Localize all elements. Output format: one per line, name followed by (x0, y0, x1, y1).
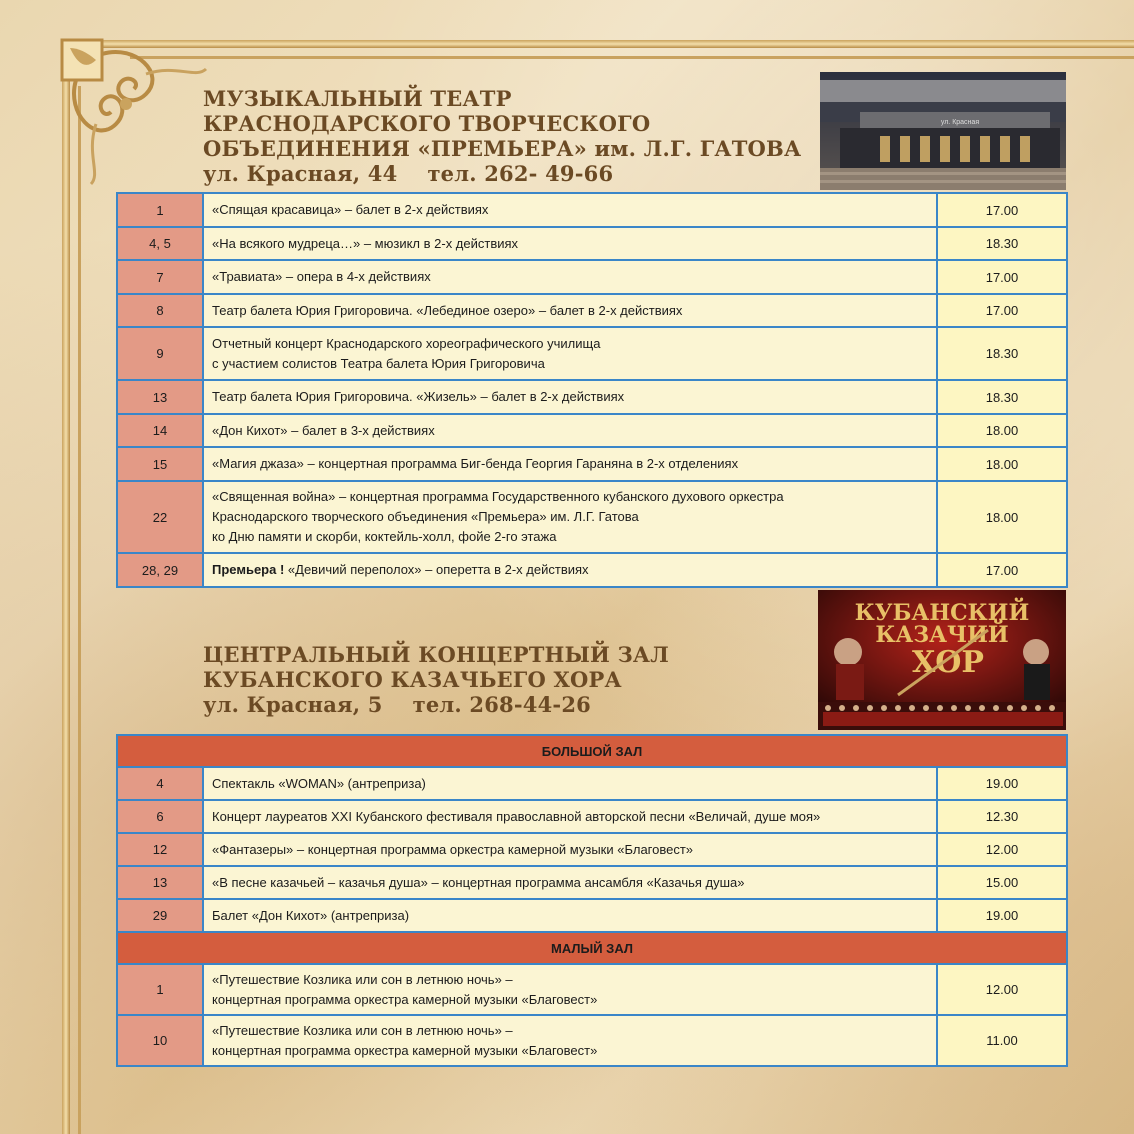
day-cell: 12 (117, 833, 203, 866)
hall-schedule-table (116, 734, 1068, 1067)
table-row (117, 866, 1067, 899)
day-cell: 15 (117, 447, 203, 481)
event-line: Отчетный концерт Краснодарского хореографического училища (212, 335, 601, 351)
choir-poster (818, 590, 1066, 730)
day-cell: 1 (117, 193, 203, 227)
event-cell (203, 481, 937, 553)
time-cell: 12.00 (937, 964, 1067, 1015)
event-cell: Спектакль «WOMAN» (антреприза) (203, 767, 937, 800)
theatre-title-line: КРАСНОДАРСКОГО ТВОРЧЕСКОГО (203, 111, 651, 136)
table-row (117, 227, 1067, 260)
table-row (117, 964, 1067, 1015)
event-cell: «В песне казачьей – казачья душа» – концертная программа ансамбля «Казачья душа» (203, 866, 937, 899)
time-cell: 17.00 (937, 294, 1067, 327)
theatre-building-icon (820, 72, 1066, 190)
event-cell: «Фантазеры» – концертная программа оркестра камерной музыки «Благовест» (203, 833, 937, 866)
day-cell: 7 (117, 260, 203, 294)
premiere-label: Премьера ! (212, 562, 285, 577)
poster-title-line: КУБАНСКИЙ (854, 600, 1030, 626)
event-line: концертная программа оркестра камерной музыки «Благовест» (212, 1042, 598, 1058)
day-cell: 4 (117, 767, 203, 800)
time-cell: 12.30 (937, 800, 1067, 833)
table-row (117, 380, 1067, 414)
day-cell: 10 (117, 1015, 203, 1066)
event-cell: Театр балета Юрия Григоровича. «Жизель» – балет в 2-х действиях (203, 380, 937, 414)
day-cell: 22 (117, 481, 203, 553)
frame-border-left (62, 40, 70, 1134)
event-line: с участием солистов Театра балета Юрия Григоровича (212, 355, 545, 371)
frame-border-left-inner (78, 86, 81, 1134)
big-hall-label: БОЛЬШОЙ ЗАЛ (117, 735, 1067, 767)
conductor-figure-icon (1023, 639, 1049, 665)
event-cell: «Дон Кихот» – балет в 3-х действиях (203, 414, 937, 447)
event-cell: Балет «Дон Кихот» (антреприза) (203, 899, 937, 932)
theatre-phone: тел. 262- 49-66 (427, 161, 614, 186)
event-line: концертная программа оркестра камерной музыки «Благовест» (212, 991, 598, 1007)
time-cell: 12.00 (937, 833, 1067, 866)
hall-header-row (117, 932, 1067, 964)
table-row (117, 553, 1067, 587)
time-cell: 18.00 (937, 447, 1067, 481)
event-cell (203, 327, 937, 380)
table-row (117, 327, 1067, 380)
frame-border-top-inner (130, 56, 1134, 59)
event-cell: «Спящая красавица» – балет в 2-х действиях (203, 193, 937, 227)
choir-poster-image (818, 590, 1066, 730)
table-row (117, 294, 1067, 327)
theatre-title-line: ОБЪЕДИНЕНИЯ «ПРЕМЬЕРА» им. Л.Г. ГАТОВА (203, 136, 802, 161)
event-text: «Девичий переполох» – оперетта в 2-х действиях (284, 562, 589, 577)
hall-header-row (117, 735, 1067, 767)
time-cell: 17.00 (937, 553, 1067, 587)
day-cell: 13 (117, 866, 203, 899)
event-line: «Священная война» – концертная программа Государственного кубанского духового оркестра (212, 489, 784, 504)
hall-address: ул. Красная, 5 (203, 692, 383, 717)
day-cell: 28, 29 (117, 553, 203, 587)
time-cell: 17.00 (937, 260, 1067, 294)
event-cell: Театр балета Юрия Григоровича. «Лебединое озеро» – балет в 2-х действиях (203, 294, 937, 327)
time-cell: 18.00 (937, 414, 1067, 447)
cossack-figure-icon (834, 638, 862, 666)
event-cell (203, 1015, 937, 1066)
table-row (117, 833, 1067, 866)
frame-border-top (62, 40, 1134, 48)
poster-title-line: КАЗАЧИЙ (875, 622, 1009, 648)
day-cell: 29 (117, 899, 203, 932)
event-cell: «Магия джаза» – концертная программа Биг-бенда Георгия Гараняна в 2-х отделениях (203, 447, 937, 481)
theatre-photo-sign: ул. Красная (940, 119, 980, 126)
event-line: «Путешествие Козлика или сон в летнюю ночь» – (212, 1022, 513, 1038)
time-cell: 18.30 (937, 380, 1067, 414)
event-line: ко Дню памяти и скорби, коктейль-холл, фойе 2-го этажа (212, 529, 557, 544)
small-hall-label: МАЛЫЙ ЗАЛ (117, 932, 1067, 964)
day-cell: 4, 5 (117, 227, 203, 260)
hall-contacts (203, 692, 669, 717)
hall-phone: тел. 268-44-26 (412, 692, 591, 717)
event-cell: Концерт лауреатов XXI Кубанского фестиваля православной авторской песни «Величай, душе моя» (203, 800, 937, 833)
theatre-photo (820, 72, 1066, 190)
event-cell: «Травиата» – опера в 4-х действиях (203, 260, 937, 294)
theatre-contacts (203, 161, 801, 186)
time-cell: 18.30 (937, 227, 1067, 260)
time-cell: 19.00 (937, 767, 1067, 800)
theatre-title (203, 86, 801, 186)
poster-title-line: ХОР (912, 645, 984, 680)
time-cell: 17.00 (937, 193, 1067, 227)
time-cell: 19.00 (937, 899, 1067, 932)
event-line: «Путешествие Козлика или сон в летнюю ночь» – (212, 971, 513, 987)
table-row (117, 800, 1067, 833)
hall-title (203, 642, 669, 717)
time-cell: 18.00 (937, 481, 1067, 553)
event-line: Краснодарского творческого объединения «Премьера» им. Л.Г. Гатова (212, 509, 639, 524)
time-cell: 15.00 (937, 866, 1067, 899)
table-row (117, 447, 1067, 481)
table-row (117, 260, 1067, 294)
day-cell: 9 (117, 327, 203, 380)
day-cell: 1 (117, 964, 203, 1015)
table-row (117, 899, 1067, 932)
table-row (117, 414, 1067, 447)
table-row (117, 767, 1067, 800)
day-cell: 14 (117, 414, 203, 447)
hall-title-line: КУБАНСКОГО КАЗАЧЬЕГО ХОРА (203, 667, 622, 692)
day-cell: 8 (117, 294, 203, 327)
time-cell: 11.00 (937, 1015, 1067, 1066)
theatre-title-line: МУЗЫКАЛЬНЫЙ ТЕАТР (203, 86, 512, 111)
theatre-address: ул. Красная, 44 (203, 161, 398, 186)
day-cell: 13 (117, 380, 203, 414)
hall-title-line: ЦЕНТРАЛЬНЫЙ КОНЦЕРТНЫЙ ЗАЛ (203, 642, 669, 667)
event-cell (203, 553, 937, 587)
ornament-corner-icon (56, 34, 216, 194)
event-cell: «На всякого мудреца…» – мюзикл в 2-х действиях (203, 227, 937, 260)
theatre-schedule-table (116, 192, 1068, 588)
table-row (117, 193, 1067, 227)
time-cell: 18.30 (937, 327, 1067, 380)
table-row (117, 1015, 1067, 1066)
day-cell: 6 (117, 800, 203, 833)
table-row (117, 481, 1067, 553)
event-cell (203, 964, 937, 1015)
